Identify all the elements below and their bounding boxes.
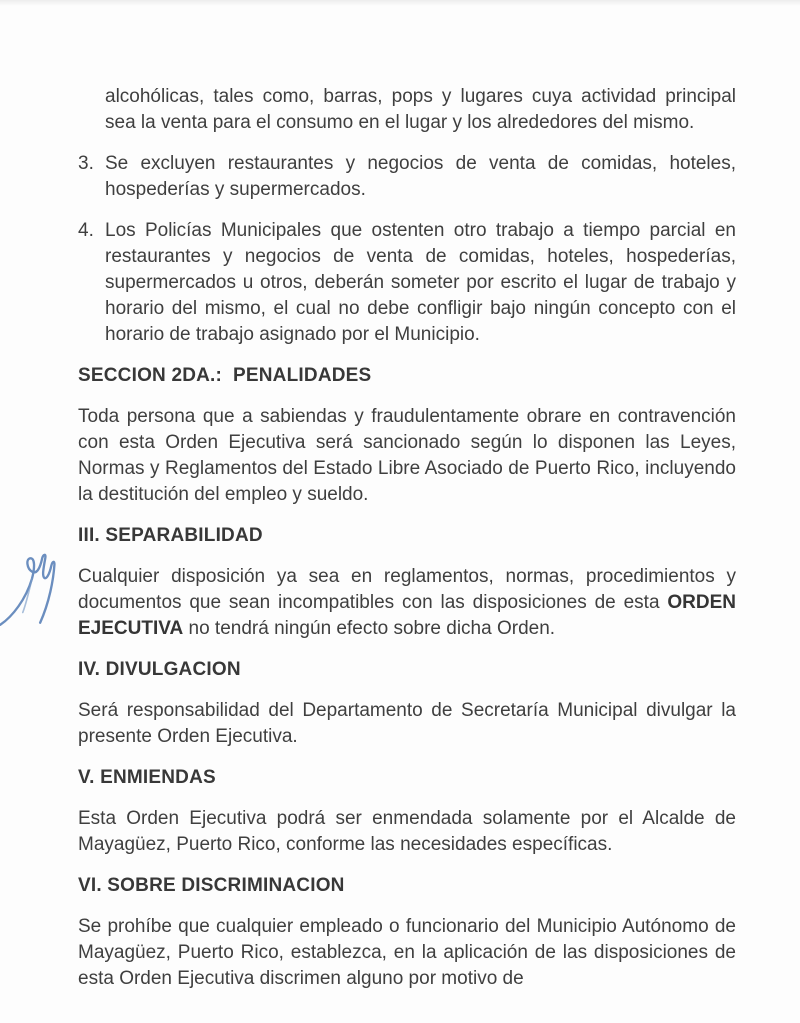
paragraph-text: Cualquier disposición ya sea en reglamentos, normas, procedimientos y documentos que sean incompatibles con las disposiciones de esta — [78, 566, 736, 613]
numbered-list-item — [78, 151, 736, 203]
section-heading: IV. DIVULGACION — [78, 659, 241, 680]
list-item-number: 4. — [78, 220, 94, 241]
numbered-list-item — [78, 218, 736, 348]
paragraph-text: Toda persona que a sabiendas y fraudulentamente obrare en contravención con esta Orden Ejecutiva será sancionado según lo disponen las Leyes, Normas y Reglamentos del Estado Libre Asociado de Puerto Rico, incluyendo la destitución del empleo y sueldo. — [78, 406, 736, 505]
section-heading: VI. SOBRE DISCRIMINACION — [78, 875, 345, 896]
paragraph — [78, 404, 736, 508]
bold-text: ORDEN EJECUTIVA — [78, 592, 736, 639]
paragraph — [78, 806, 736, 858]
section-heading: V. ENMIENDAS — [78, 767, 216, 788]
paragraph-text: Se prohíbe que cualquier empleado o funcionario del Municipio Autónomo de Mayagüez, Puerto Rico, establezca, en la aplicación de las disposiciones de esta Orden Ejecutiva discrimen alguno por motivo de — [78, 916, 736, 989]
paragraph-text: no tendrá ningún efecto sobre dicha Orden. — [183, 618, 556, 639]
paragraph — [78, 698, 736, 750]
section-heading: SECCION 2DA.: PENALIDADES — [78, 365, 372, 386]
list-item-text: alcohólicas, tales como, barras, pops y lugares cuya actividad principal sea la venta para el consumo en el lugar y los alrededores del mismo. — [105, 86, 736, 133]
paragraph — [78, 564, 736, 642]
document-blocks — [78, 84, 736, 992]
paragraph-text: Será responsabilidad del Departamento de Secretaría Municipal divulgar la presente Orden Ejecutiva. — [78, 700, 736, 747]
list-item-text: Los Policías Municipales que ostenten otro trabajo a tiempo parcial en restaurantes y negocios de venta de comidas, hoteles, hospederías, supermercados u otros, deberán someter por escrito el lugar de trabajo y horario del mismo, el cual no debe confligir bajo ningún concepto con el horario de trabajo asignado por el Municipio. — [105, 220, 736, 345]
numbered-list-item — [78, 84, 736, 136]
list-item-number: 3. — [78, 153, 94, 174]
handwritten-initials-icon — [0, 543, 70, 635]
paragraph — [78, 914, 736, 992]
paragraph-text: Esta Orden Ejecutiva podrá ser enmendada solamente por el Alcalde de Mayagüez, Puerto Rico, conforme las necesidades específicas. — [78, 808, 736, 855]
handwritten-initials — [0, 543, 70, 635]
section-heading: III. SEPARABILIDAD — [78, 525, 263, 546]
list-item-number — [78, 84, 105, 136]
list-item-text: Se excluyen restaurantes y negocios de venta de comidas, hoteles, hospederías y supermercados. — [105, 153, 736, 200]
